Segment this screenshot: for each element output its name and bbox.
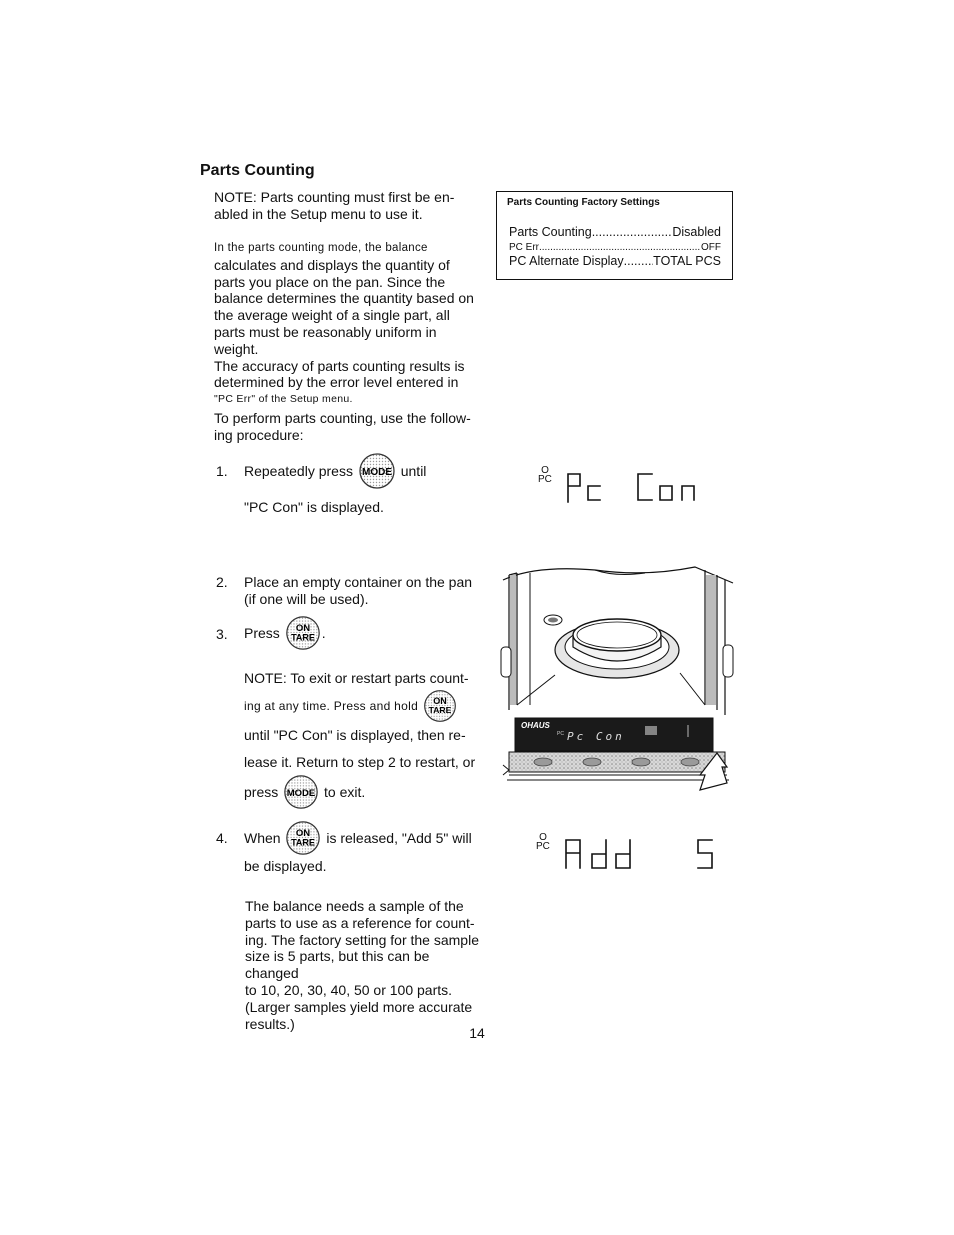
screen-indicator: PC xyxy=(557,731,564,737)
step-text: until xyxy=(400,462,427,479)
restart-note-line: until "PC Con" is displayed, then re- xyxy=(244,727,466,743)
intro-line: calculates and displays the quantity of xyxy=(214,256,450,273)
step-3-text xyxy=(244,613,326,653)
step-text: Press xyxy=(244,624,280,641)
on-tare-button-icon xyxy=(422,688,458,724)
setup-note-line: NOTE: Parts counting must first be en- xyxy=(214,189,455,205)
lcd-display-add-5 xyxy=(532,830,732,880)
step-number: 1. xyxy=(216,463,228,479)
step-text: . xyxy=(321,624,326,641)
step-text: to exit. xyxy=(324,783,366,800)
setup-note xyxy=(214,189,476,223)
indicator-o: O xyxy=(541,465,549,476)
factory-setting-row xyxy=(509,254,721,268)
indicator-pc: PC xyxy=(538,474,552,485)
step-text: "PC Con" is displayed. xyxy=(244,499,384,515)
leader-dots xyxy=(624,254,654,268)
step-4-text xyxy=(244,818,472,858)
step-number: 4. xyxy=(216,830,228,846)
setting-value: OFF xyxy=(701,242,721,253)
leader-dots xyxy=(592,225,673,239)
intro-line: parts must be reasonably uniform in weight. xyxy=(214,323,437,357)
setup-note-line: abled in the Setup menu to use it. xyxy=(214,205,423,222)
tare-label: TARE xyxy=(291,837,316,848)
sample-line: The balance needs a sample of the xyxy=(245,898,464,914)
setting-label: PC Alternate Display xyxy=(509,254,624,268)
sample-line: parts to use as a reference for count- xyxy=(245,914,475,931)
restart-note-line: NOTE: To exit or restart parts count- xyxy=(244,670,469,686)
step-text: Place an empty container on the pan xyxy=(244,574,473,590)
page-number: 14 xyxy=(469,1025,485,1041)
intro-paragraph xyxy=(214,240,476,408)
on-label: ON xyxy=(433,696,447,707)
intro-line: In the parts counting mode, the balance xyxy=(214,242,428,254)
tare-label: TARE xyxy=(428,705,452,716)
setting-value: TOTAL PCS xyxy=(653,254,721,268)
indicator-o: O xyxy=(539,832,547,843)
step-text: (if one will be used). xyxy=(244,590,369,607)
seven-segment-text xyxy=(562,836,727,872)
sample-line: to 10, 20, 30, 40, 50 or 100 parts. xyxy=(245,981,453,998)
setting-value: Disabled xyxy=(672,225,721,239)
lcd-display-pc-con xyxy=(532,462,732,512)
step-text: ing at any time. Press and hold xyxy=(244,698,419,713)
intro-line: "PC Err" of the Setup menu. xyxy=(214,393,353,406)
on-tare-button-icon xyxy=(284,819,322,857)
on-label: ON xyxy=(295,623,310,635)
tare-label: TARE xyxy=(290,632,315,643)
sample-line: size is 5 parts, but this can be changed xyxy=(245,948,430,982)
indicator-pc: PC xyxy=(536,841,550,852)
step-2-text xyxy=(244,574,484,608)
step-1-text xyxy=(244,450,426,492)
sample-line: results.) xyxy=(245,1015,295,1032)
intro-line: parts you place on the pan. Since the xyxy=(214,273,446,290)
factory-settings-title: Parts Counting Factory Settings xyxy=(507,197,660,208)
step-number: 3. xyxy=(216,626,228,642)
procedure-line: ing procedure: xyxy=(214,426,304,443)
lcd-indicator xyxy=(536,833,550,851)
step-text: When xyxy=(244,829,281,846)
section-title: Parts Counting xyxy=(200,162,315,179)
restart-note-line: lease it. Return to step 2 to restart, or xyxy=(244,754,476,770)
step-text: Repeatedly press xyxy=(244,462,353,479)
setting-label: PC Err xyxy=(509,242,539,253)
lcd-indicator xyxy=(538,466,552,484)
intro-line: balance determines the quantity based on xyxy=(214,290,474,307)
procedure-line: To perform parts counting, use the follow- xyxy=(214,410,471,426)
mode-button-icon xyxy=(357,451,397,491)
factory-settings-box xyxy=(496,191,733,280)
sample-line: (Larger samples yield more accurate xyxy=(245,998,473,1015)
procedure-intro xyxy=(214,410,476,444)
seven-segment-text xyxy=(562,470,727,504)
intro-line: determined by the error level entered in xyxy=(214,374,459,391)
leader-dots xyxy=(539,242,701,253)
sample-line: ing. The factory setting for the sample xyxy=(245,931,479,948)
intro-line: The accuracy of parts counting results is xyxy=(214,357,465,374)
setting-label: Parts Counting xyxy=(509,225,592,239)
mode-label: MODE xyxy=(286,787,316,799)
restart-note-line xyxy=(244,773,365,811)
restart-note-line xyxy=(244,688,458,724)
step-number: 2. xyxy=(216,574,228,590)
balance-illustration xyxy=(495,555,740,795)
step-text: is released, "Add 5" will xyxy=(326,829,472,846)
factory-setting-row xyxy=(509,225,721,239)
on-tare-button-icon xyxy=(284,614,322,652)
factory-setting-row xyxy=(509,242,721,253)
mode-button-icon xyxy=(282,773,320,811)
mode-label: MODE xyxy=(361,467,392,478)
balance-screen-text: Pc Con xyxy=(567,730,625,743)
intro-line: the average weight of a single part, all xyxy=(214,307,450,324)
step-text: be displayed. xyxy=(244,858,327,874)
step-text: press xyxy=(244,783,279,800)
brand-logo: OHAUS xyxy=(521,721,550,730)
sample-paragraph xyxy=(245,898,485,1032)
on-label: ON xyxy=(296,828,311,840)
